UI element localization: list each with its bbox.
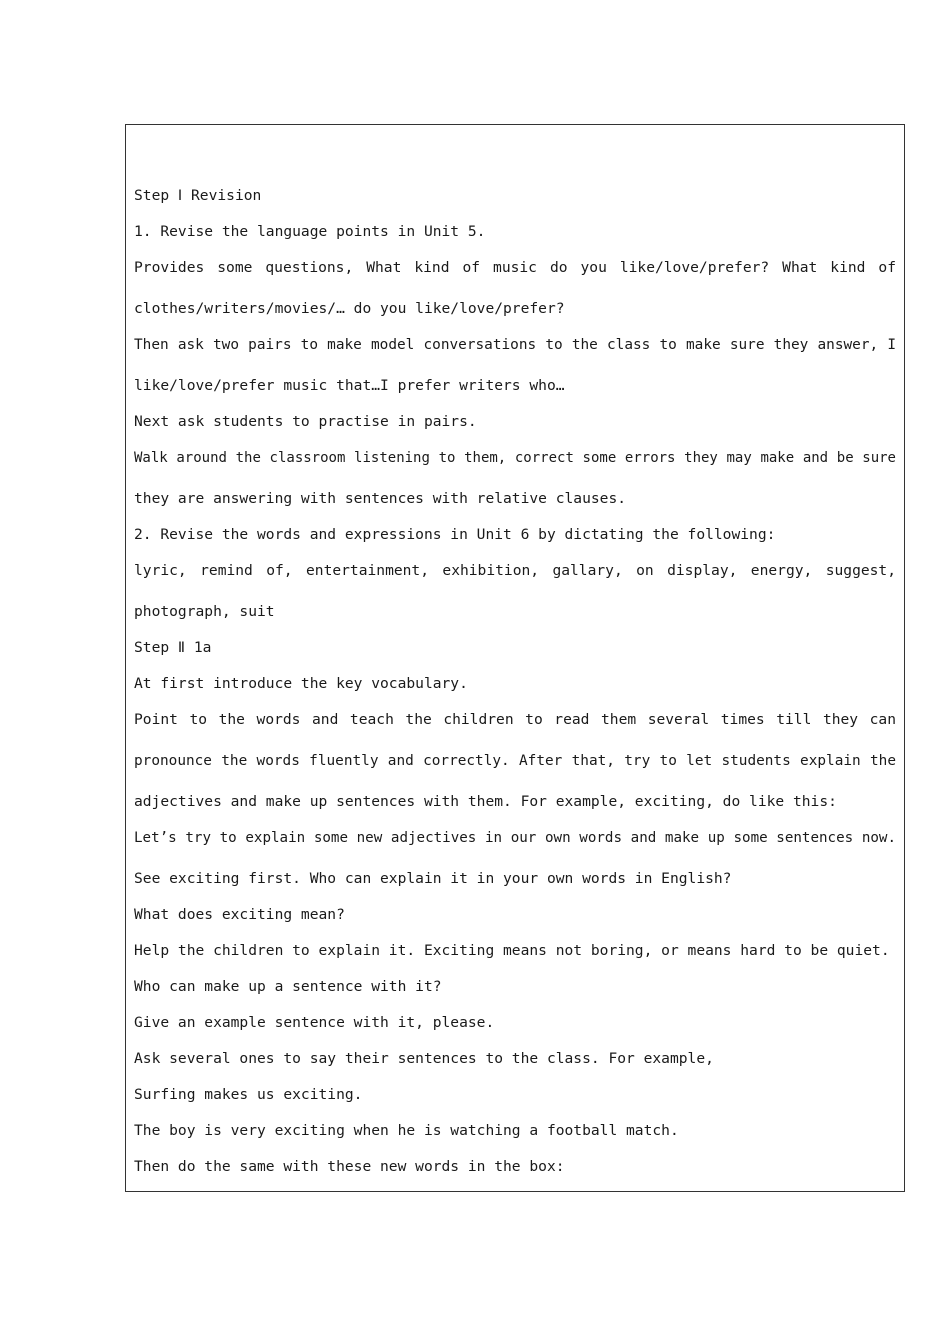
text-line: they are answering with sentences with relative clauses.: [134, 490, 627, 507]
text-line: Walk around the classroom listening to them, correct some errors they may make and be sure: [134, 450, 896, 466]
text-line: See exciting first. Who can explain it in your own words in English?: [134, 870, 732, 887]
text-line: What does exciting mean?: [134, 906, 345, 923]
text-line: photograph, suit: [134, 603, 275, 620]
text-line: At first introduce the key vocabulary.: [134, 675, 468, 692]
text-line: 1. Revise the language points in Unit 5.: [134, 223, 486, 240]
text-line: Point to the words and teach the children to read them several times till they can: [134, 711, 896, 728]
text-line: clothes/writers/movies/… do you like/love/prefer?: [134, 300, 565, 317]
text-line: Provides some questions, What kind of music do you like/love/prefer? What kind of: [134, 259, 896, 276]
text-line: Surfing makes us exciting.: [134, 1086, 363, 1103]
step-1-heading: Step Ⅰ Revision: [134, 187, 262, 204]
text-line: The boy is very exciting when he is watching a football match.: [134, 1122, 679, 1139]
text-line: Let’s try to explain some new adjectives in our own words and make up some sentences now.: [134, 830, 896, 846]
text-line: Then do the same with these new words in the box:: [134, 1158, 565, 1175]
text-line: like/love/prefer music that…I prefer writers who…: [134, 377, 565, 394]
text-line: 2. Revise the words and expressions in Unit 6 by dictating the following:: [134, 526, 776, 543]
text-line: Help the children to explain it. Exciting means not boring, or means hard to be quiet.: [134, 942, 890, 959]
text-line: Next ask students to practise in pairs.: [134, 413, 477, 430]
text-line: Ask several ones to say their sentences to the class. For example,: [134, 1050, 714, 1067]
text-line: pronounce the words fluently and correctly. After that, try to let students explain the: [134, 753, 896, 769]
text-line: Who can make up a sentence with it?: [134, 978, 442, 995]
text-line: adjectives and make up sentences with them. For example, exciting, do like this:: [134, 793, 837, 810]
text-line: Then ask two pairs to make model conversations to the class to make sure they answer, I: [134, 337, 896, 353]
text-line: lyric, remind of, entertainment, exhibition, gallary, on display, energy, suggest,: [134, 562, 896, 579]
step-2-heading: Step Ⅱ 1a: [134, 639, 212, 656]
text-line: Give an example sentence with it, please.: [134, 1014, 495, 1031]
